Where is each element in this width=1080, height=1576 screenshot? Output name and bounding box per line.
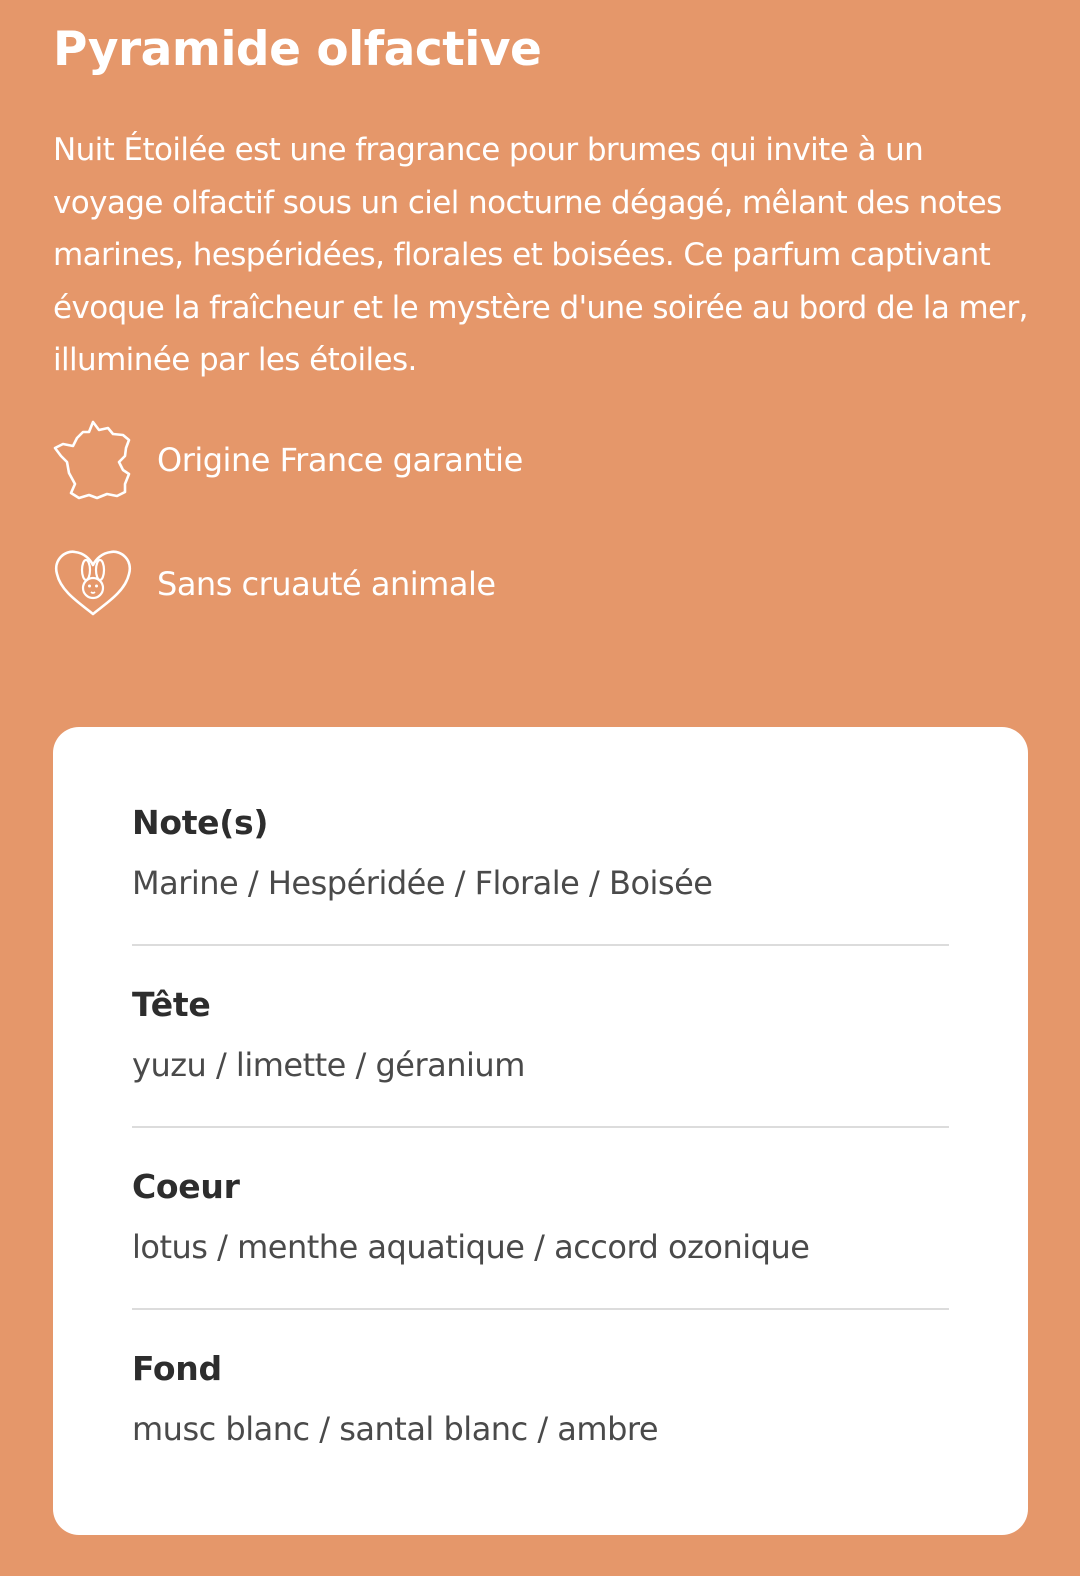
feature-origin-france [53,418,523,502]
note-value: musc blanc / santal blanc / ambre [132,1410,659,1448]
note-divider [132,944,949,946]
note-heading: Fond [132,1349,222,1388]
feature-label: Sans cruauté animale [157,565,496,603]
note-value: Marine / Hespéridée / Florale / Boisée [132,864,713,902]
france-map-icon [53,418,133,502]
note-row-general [132,803,949,903]
note-heading: Tête [132,985,211,1024]
note-divider [132,1308,949,1310]
note-divider [132,1126,949,1128]
section-title: Pyramide olfactive [53,22,542,77]
note-value: yuzu / limette / géranium [132,1046,525,1084]
feature-label: Origine France garantie [157,441,523,479]
heart-bunny-icon [53,542,133,626]
note-row-heart [132,1167,949,1267]
note-heading: Note(s) [132,803,269,842]
fragrance-description: Nuit Étoilée est une fragrance pour brumes qui invite à un voyage olfactif sous un ciel nocturne dégagé, mêlant des notes marines, hespéridées, florales et boisées. Ce parfum captivant évoque la fraîcheur et le mystère d'une soirée au bord de la mer, illuminée par les étoiles. [53,132,1028,378]
notes-card [53,727,1028,1535]
feature-cruelty-free [53,542,496,626]
note-row-head [132,985,949,1085]
note-heading: Coeur [132,1167,240,1206]
note-value: lotus / menthe aquatique / accord ozonique [132,1228,810,1266]
note-row-base [132,1349,949,1449]
